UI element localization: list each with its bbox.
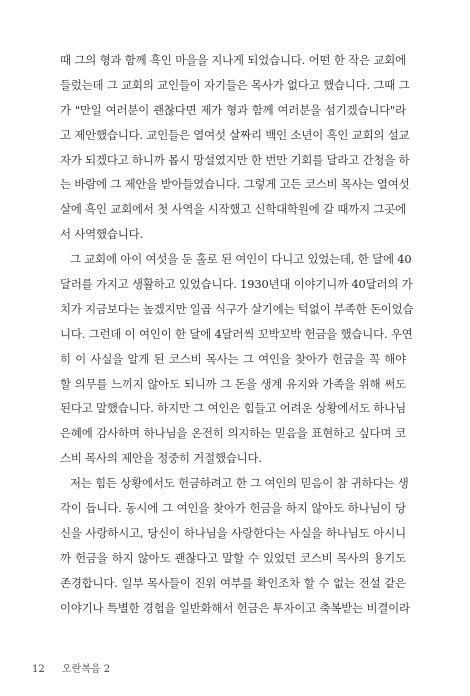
text-line: 그 교회에 아이 여섯을 둔 홀로 된 여인이 다니고 있었는데, 한 달에 40 [70,252,412,267]
body-text [60,48,414,620]
text-line: 이야기나 특별한 경험을 일반화해서 헌금은 투자이고 축복받는 비결이라 [60,600,410,615]
text-line: 은혜에 감사하며 하나님을 온전히 의지하는 믿음을 표현하고 싶다며 코 [60,426,406,441]
text-line: 서 사역했습니다. [60,227,143,242]
text-line: 때 그의 형과 함께 흑인 마을을 지나게 되었습니다. 어떤 한 작은 교회에 [60,53,406,67]
paragraph [60,247,414,471]
text-line: 살에 흑인 교회에서 첫 사역을 시작했고 신학대학원에 갈 때까지 그곳에 [60,202,406,217]
text-line: 각이 듭니다. 동시에 그 여인을 찾아가 헌금을 하지 않아도 하나님이 당 [60,501,406,516]
text-line: 자가 되겠다고 하니까 몹시 망설였지만 한 번만 기회를 달라고 간청을 하 [60,152,410,167]
paragraph [60,48,410,247]
text-line: 들렀는데 그 교회의 교인들이 자기들은 목사가 없다고 했습니다. 그때 그 [60,77,410,92]
text-line: 치가 지금보다는 높겠지만 일곱 식구가 살기에는 턱없이 부족한 돈이었습 [60,301,414,316]
text-line: 까 헌금을 하지 않아도 괜찮다고 말할 수 있었던 코스비 목사의 용기도 [60,550,406,565]
text-line: 스비 목사의 제안을 정중히 거절했습니다. [60,451,262,466]
page-number: 12 [32,664,45,675]
text-line: 신을 사랑하시고, 당신이 하나님을 사랑한다는 사실을 하나님도 아시니 [60,525,406,540]
text-line: 히 이 사실을 알게 된 코스비 목사는 그 여인을 찾아가 헌금을 꼭 해야 [60,351,406,366]
text-line: 는 바람에 그 제안을 받아들였습니다. 그렇게 고든 코스비 목사는 열여섯 [60,177,410,192]
text-line: 할 의무를 느끼지 않아도 되니까 그 돈을 생계 유지와 가족을 위해 써도 [60,376,406,391]
text-line: 저는 힘든 상황에서도 헌금하려고 한 그 여인의 믿음이 참 귀하다는 생 [70,476,409,491]
text-line: 된다고 말했습니다. 하지만 그 여인은 힘들고 어려운 상황에서도 하나님 [60,401,406,416]
text-line: 존경합니다. 일부 목사들이 진위 여부를 확인조차 할 수 없는 전설 같은 [60,575,406,590]
text-line: 달러를 가지고 생활하고 있었습니다. 1930년대 이야기니까 40달러의 가 [60,277,413,292]
text-line: 가 "만일 여러분이 괜찮다면 제가 형과 함께 여러분을 섬기겠습니다"라 [60,102,406,117]
text-line: 니다. 그런데 이 여인이 한 달에 4달러씩 꼬박꼬박 헌금을 했습니다. 우연 [60,326,413,341]
page-footer [32,660,110,675]
running-title: 오란복음 2 [61,664,111,675]
paragraph [60,471,410,620]
text-line: 고 제안했습니다. 교인들은 열여섯 살짜리 백인 소년이 흑인 교회의 설교 [60,127,410,142]
